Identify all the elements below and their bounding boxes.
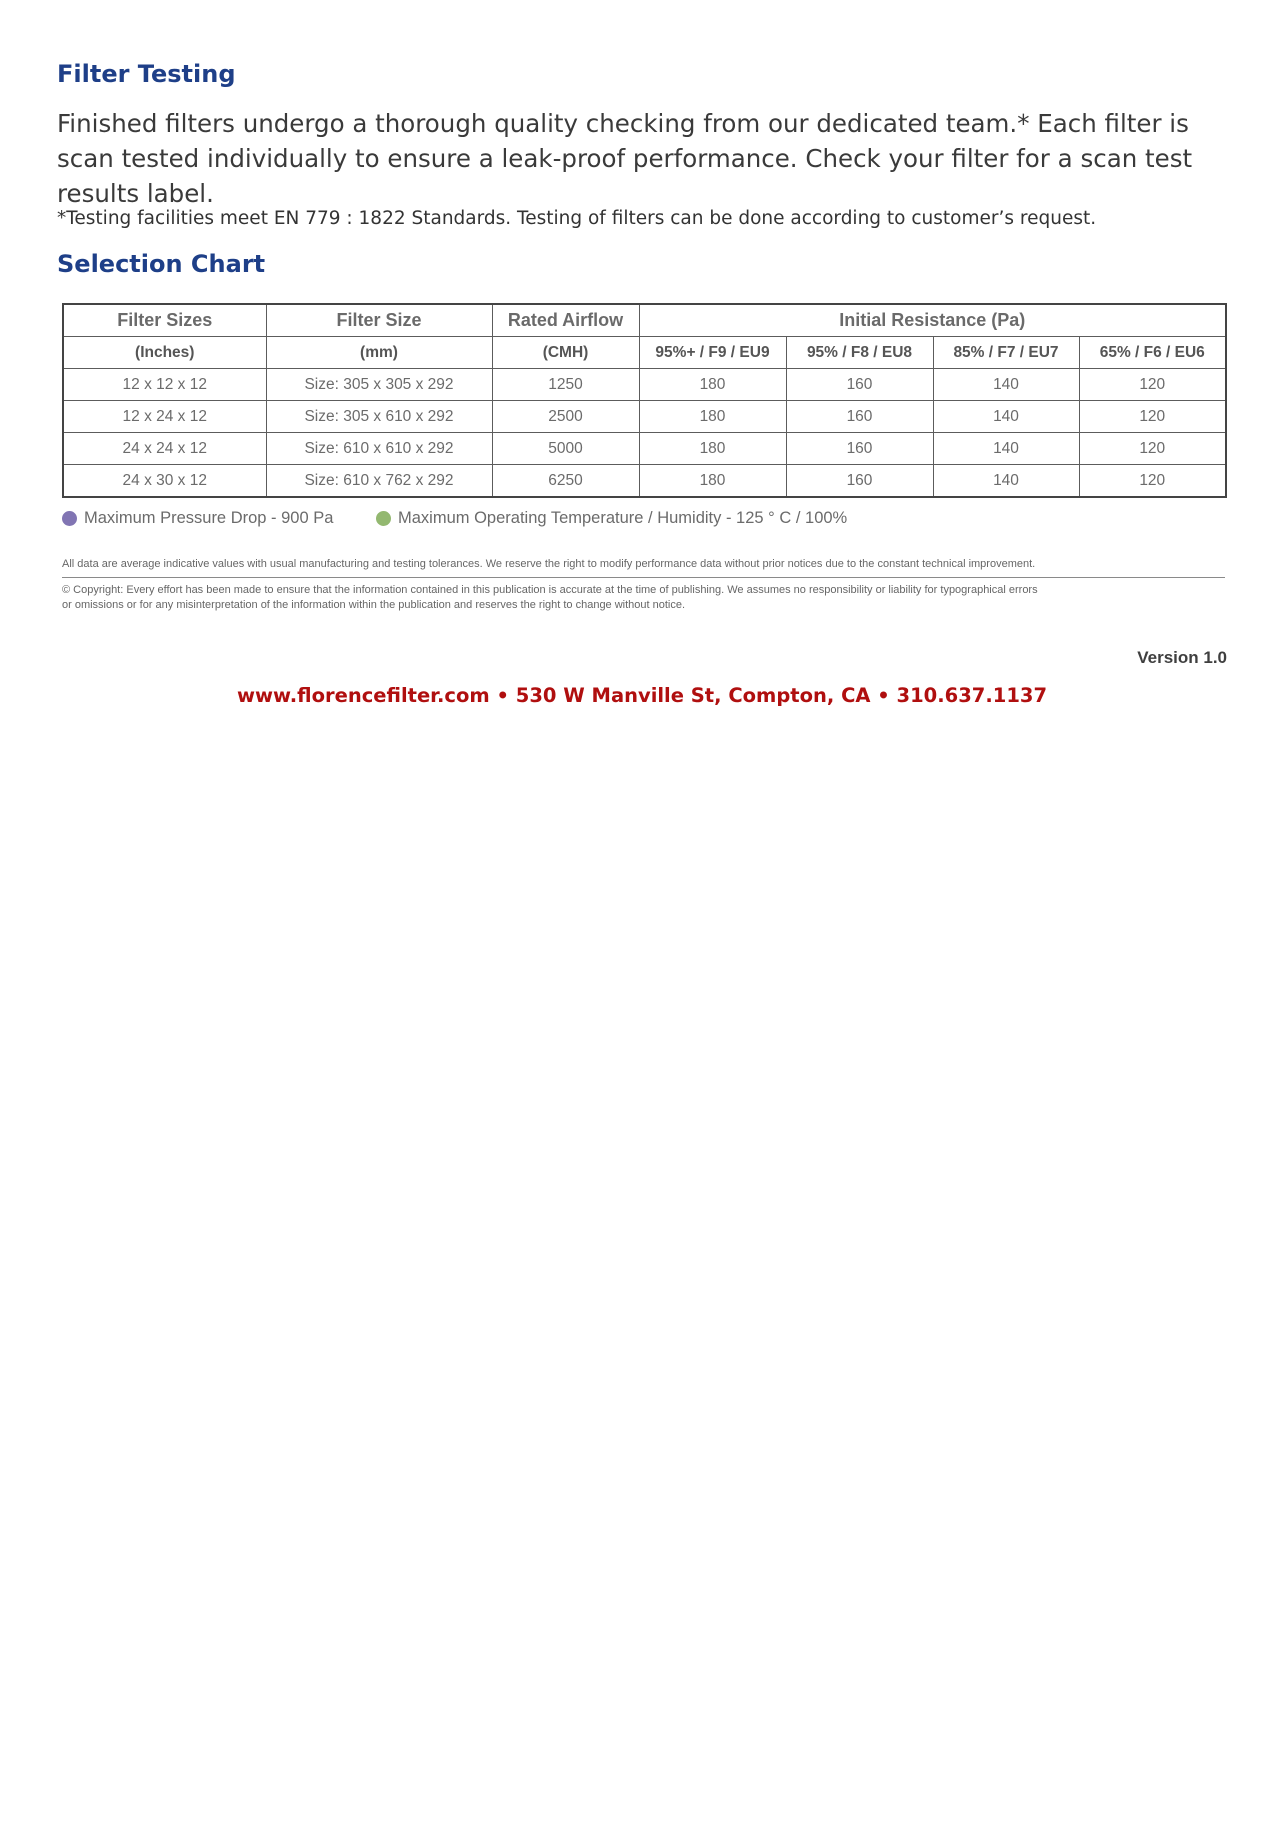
cell-mm: Size: 305 x 610 x 292	[266, 401, 492, 433]
cell-airflow: 2500	[492, 401, 639, 433]
cell-eu6: 120	[1079, 433, 1226, 465]
filter-testing-heading: Filter Testing	[57, 60, 236, 88]
col-unit-inches: (Inches)	[63, 337, 266, 369]
cell-eu6: 120	[1079, 401, 1226, 433]
cell-eu7: 140	[933, 369, 1079, 401]
filter-testing-body: Finished filters undergo a thorough quality checking from our dedicated team.* Each filter is scan tested individually to ensure a leak-proof performance. Check your filter for a scan test results label.	[57, 109, 1193, 208]
copyright-notice	[62, 583, 1225, 613]
legend-label: Maximum Operating Temperature / Humidity - 125 ° C / 100%	[398, 509, 848, 527]
divider	[62, 577, 1225, 578]
col-header-eu7: 85% / F7 / EU7	[933, 337, 1079, 369]
cell-eu8: 160	[786, 433, 933, 465]
cell-eu8: 160	[786, 401, 933, 433]
col-unit-mm: (mm)	[266, 337, 492, 369]
cell-inches: 24 x 30 x 12	[63, 465, 266, 498]
cell-eu8: 160	[786, 465, 933, 498]
col-header-rated-airflow: Rated Airflow	[492, 304, 639, 337]
cell-inches: 12 x 24 x 12	[63, 401, 266, 433]
testing-footnote: *Testing facilities meet EN 779 : 1822 Standards. Testing of filters can be done according to customer’s request.	[57, 208, 1097, 229]
cell-eu7: 140	[933, 465, 1079, 498]
col-header-eu8: 95% / F8 / EU8	[786, 337, 933, 369]
col-header-eu9: 95%+ / F9 / EU9	[639, 337, 786, 369]
col-header-eu6: 65% / F6 / EU6	[1079, 337, 1226, 369]
cell-airflow: 6250	[492, 465, 639, 498]
cell-airflow: 1250	[492, 369, 639, 401]
legend-item-temperature	[376, 509, 847, 528]
cell-mm: Size: 305 x 305 x 292	[266, 369, 492, 401]
contact-line: www.florencefilter.com • 530 W Manville St, Compton, CA • 310.637.1137	[236, 684, 1048, 707]
cell-inches: 24 x 24 x 12	[63, 433, 266, 465]
cell-mm: Size: 610 x 762 x 292	[266, 465, 492, 498]
cell-eu6: 120	[1079, 369, 1226, 401]
purple-dot-icon	[62, 511, 77, 526]
table-row	[63, 465, 1226, 498]
table-row	[63, 401, 1226, 433]
legend-label: Maximum Pressure Drop - 900 Pa	[84, 509, 334, 527]
col-unit-cmh: (CMH)	[492, 337, 639, 369]
legend-item-pressure	[62, 509, 333, 528]
cell-eu9: 180	[639, 401, 786, 433]
cell-mm: Size: 610 x 610 x 292	[266, 433, 492, 465]
table-row	[63, 369, 1226, 401]
col-header-filter-size: Filter Size	[266, 304, 492, 337]
cell-eu9: 180	[639, 433, 786, 465]
copyright-line: © Copyright: Every effort has been made to ensure that the information contained in this publication is accurate at the time of publishing. We assumes no responsibility or liability for typographical errors	[62, 584, 1038, 596]
table-row	[63, 433, 1226, 465]
cell-airflow: 5000	[492, 433, 639, 465]
green-dot-icon	[376, 511, 391, 526]
col-header-filter-sizes: Filter Sizes	[63, 304, 266, 337]
cell-eu9: 180	[639, 369, 786, 401]
cell-eu7: 140	[933, 401, 1079, 433]
col-header-initial-resistance: Initial Resistance (Pa)	[639, 304, 1226, 337]
cell-inches: 12 x 12 x 12	[63, 369, 266, 401]
version-label: Version 1.0	[1137, 648, 1227, 667]
selection-chart-heading: Selection Chart	[57, 250, 266, 278]
cell-eu7: 140	[933, 433, 1079, 465]
cell-eu6: 120	[1079, 465, 1226, 498]
cell-eu9: 180	[639, 465, 786, 498]
cell-eu8: 160	[786, 369, 933, 401]
copyright-line: or omissions or for any misinterpretation of the information within the publication and reserves the right to change without notice.	[62, 599, 686, 611]
data-disclaimer: All data are average indicative values with usual manufacturing and testing tolerances. We reserve the right to modify performance data without prior notices due to the constant technical improvement.	[62, 558, 1036, 570]
selection-chart-table	[62, 303, 1227, 498]
